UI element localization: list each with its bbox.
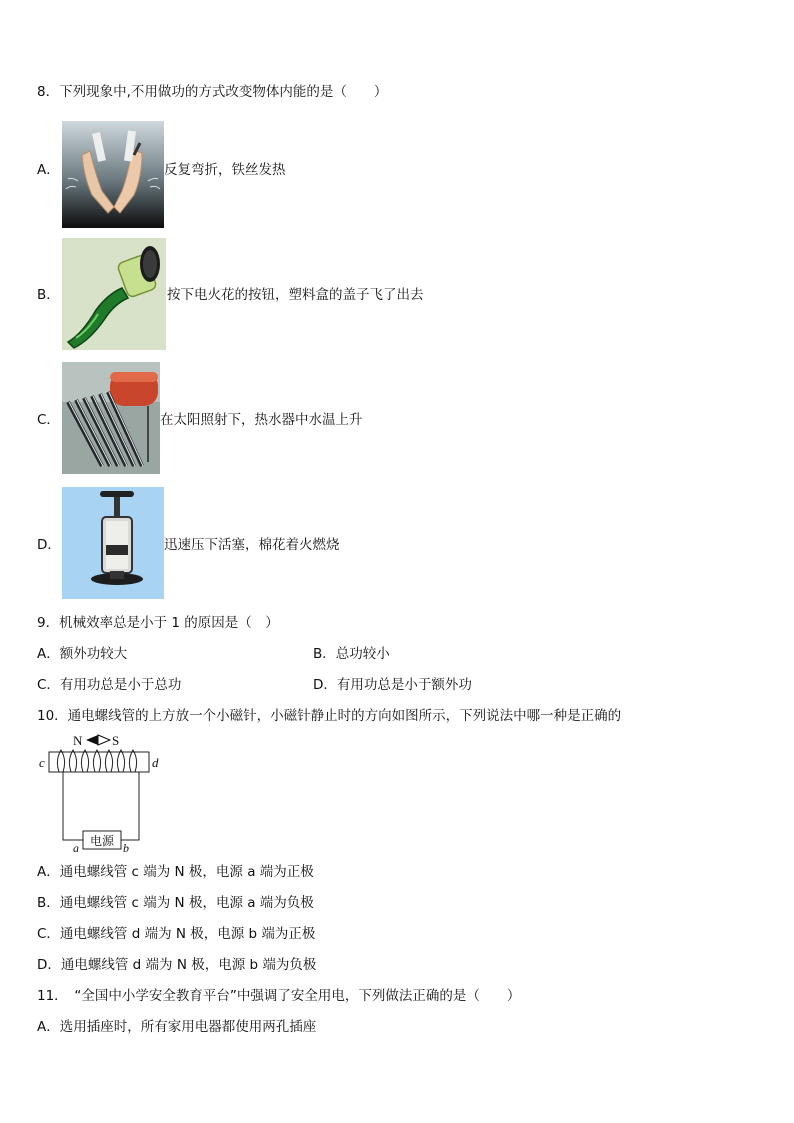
- q9-option-d: D．有用功总是小于额外功: [313, 677, 472, 693]
- needle-north-label: N: [73, 733, 83, 748]
- power-source-label: 电源: [89, 834, 115, 848]
- q10-option-b: B．通电螺线管 c 端为 N 极，电源 a 端为负极: [37, 895, 314, 911]
- needle-north-half: [86, 735, 98, 745]
- circuit-wires: [63, 772, 139, 840]
- q8-option-b-text: 按下电火花的按钮，塑料盒的盖子飞了出去: [167, 287, 424, 303]
- q8-stem: 8．下列现象中,不用做功的方式改变物体内能的是（ ）: [37, 84, 388, 100]
- solenoid-end-d-label: d: [152, 755, 159, 770]
- q8-option-d-text: 迅速压下活塞，棉花着火燃烧: [164, 537, 340, 553]
- q9-stem: 9．机械效率总是小于 1 的原因是（ ）: [37, 615, 279, 631]
- q8-option-c-label: C．: [37, 412, 60, 428]
- q10-option-a: A．通电螺线管 c 端为 N 极，电源 a 端为正极: [37, 864, 314, 880]
- q8-option-b-label: B．: [37, 287, 60, 303]
- q9-option-c: C．有用功总是小于总功: [37, 677, 182, 693]
- q8-option-a-label: A．: [37, 162, 60, 178]
- bending-wire-photo: [62, 121, 164, 228]
- solenoid-end-c-label: c: [39, 755, 45, 770]
- q10-stem: 10．通电螺线管的上方放一个小磁针，小磁针静止时的方向如图所示，下列说法中哪一种是正确的: [37, 708, 622, 724]
- spark-igniter-photo: [62, 238, 166, 350]
- q11-stem: 11． “全国中小学安全教育平台”中强调了安全用电，下列做法正确的是（ ）: [37, 988, 521, 1004]
- solenoid-circuit-diagram: [35, 730, 170, 854]
- terminal-b-label: b: [123, 841, 129, 854]
- q9-option-b: B．总功较小: [313, 646, 390, 662]
- q8-option-d-label: D．: [37, 537, 61, 553]
- needle-south-half: [98, 735, 110, 745]
- q8-option-c-text: 在太阳照射下，热水器中水温上升: [160, 412, 363, 428]
- solar-water-heater-photo: [62, 362, 160, 474]
- q10-option-d: D．通电螺线管 d 端为 N 极，电源 b 端为负极: [37, 957, 317, 973]
- q10-option-c: C．通电螺线管 d 端为 N 极，电源 b 端为正极: [37, 926, 316, 942]
- q11-option-a: A．选用插座时，所有家用电器都使用两孔插座: [37, 1019, 317, 1035]
- air-compression-cylinder-photo: [62, 487, 164, 599]
- needle-south-label: S: [112, 733, 120, 748]
- terminal-a-label: a: [73, 841, 79, 854]
- q9-option-a: A．额外功较大: [37, 646, 128, 662]
- q8-option-a-text: 反复弯折，铁丝发热: [164, 162, 286, 178]
